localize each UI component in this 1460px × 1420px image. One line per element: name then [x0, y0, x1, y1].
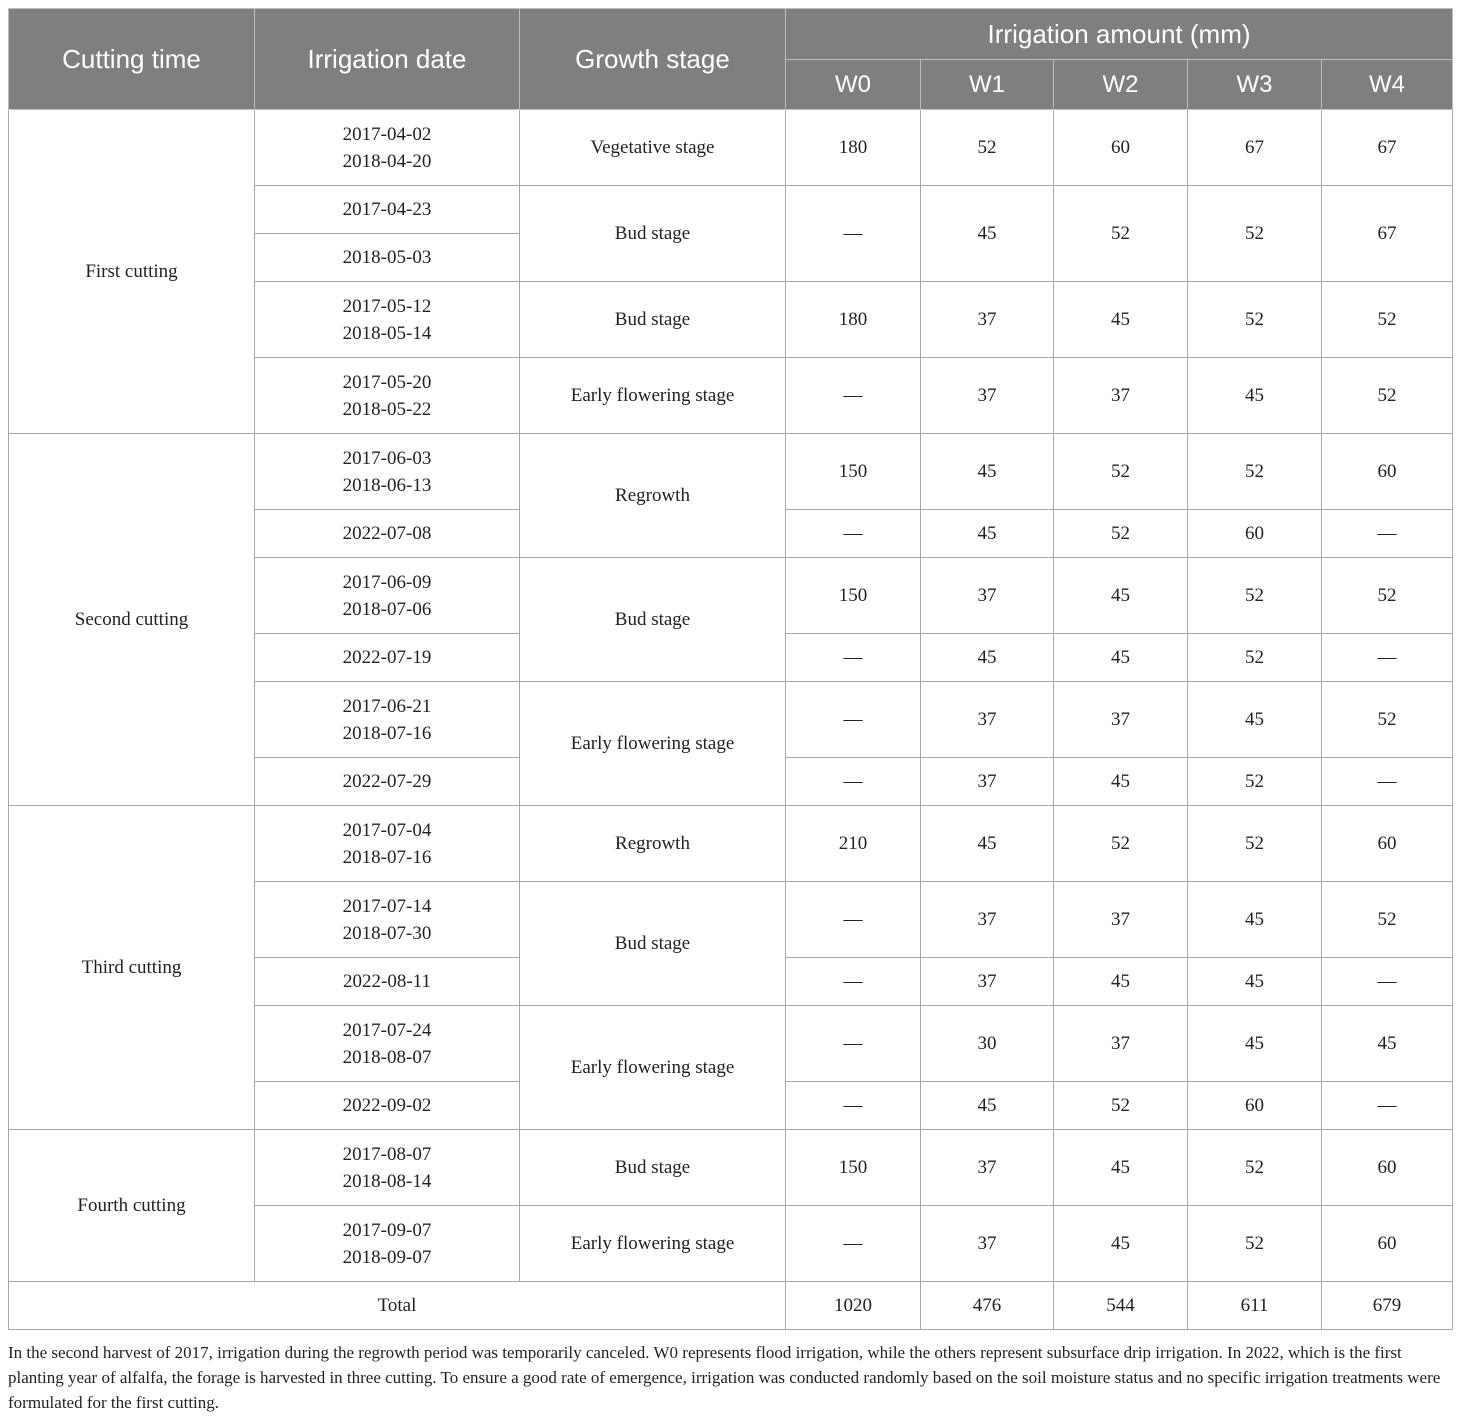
value-w1: 37 — [921, 358, 1054, 434]
value-w4: 45 — [1322, 1006, 1453, 1082]
irrigation-date-cell: 2017-06-09 2018-07-06 — [255, 558, 520, 634]
value-w1: 45 — [921, 806, 1054, 882]
header-w2: W2 — [1054, 60, 1188, 110]
growth-stage-cell: Early flowering stage — [520, 1006, 786, 1130]
header-irrigation-amount: Irrigation amount (mm) — [786, 9, 1453, 60]
irrigation-date-cell: 2017-05-12 2018-05-14 — [255, 282, 520, 358]
value-w0: — — [786, 682, 921, 758]
value-w2: 60 — [1054, 110, 1188, 186]
value-w2: 37 — [1054, 682, 1188, 758]
value-w0: — — [786, 510, 921, 558]
value-w3: 45 — [1188, 358, 1322, 434]
header-irrigation-date: Irrigation date — [255, 9, 520, 110]
value-w3: 52 — [1188, 758, 1322, 806]
value-w3: 45 — [1188, 1006, 1322, 1082]
value-w1: 45 — [921, 434, 1054, 510]
header-w3: W3 — [1188, 60, 1322, 110]
value-w4: 60 — [1322, 1206, 1453, 1282]
value-w0: — — [786, 958, 921, 1006]
value-w4: 67 — [1322, 110, 1453, 186]
value-w1: 45 — [921, 510, 1054, 558]
value-w4: 60 — [1322, 806, 1453, 882]
irrigation-date-cell: 2017-04-23 — [255, 186, 520, 234]
header-w1: W1 — [921, 60, 1054, 110]
value-w3: 60 — [1188, 510, 1322, 558]
value-w4: 52 — [1322, 358, 1453, 434]
value-w2: 45 — [1054, 634, 1188, 682]
total-w4: 679 — [1322, 1282, 1453, 1330]
value-w0: — — [786, 1206, 921, 1282]
irrigation-date-cell: 2017-06-21 2018-07-16 — [255, 682, 520, 758]
growth-stage-cell: Bud stage — [520, 558, 786, 682]
value-w4: — — [1322, 1082, 1453, 1130]
irrigation-date-cell: 2017-04-02 2018-04-20 — [255, 110, 520, 186]
value-w1: 30 — [921, 1006, 1054, 1082]
irrigation-date-cell: 2022-08-11 — [255, 958, 520, 1006]
value-w3: 60 — [1188, 1082, 1322, 1130]
total-w1: 476 — [921, 1282, 1054, 1330]
value-w0: 180 — [786, 282, 921, 358]
value-w0: — — [786, 634, 921, 682]
value-w3: 52 — [1188, 282, 1322, 358]
value-w3: 67 — [1188, 110, 1322, 186]
value-w2: 45 — [1054, 282, 1188, 358]
value-w3: 52 — [1188, 634, 1322, 682]
irrigation-date-cell: 2022-07-19 — [255, 634, 520, 682]
value-w2: 45 — [1054, 1130, 1188, 1206]
value-w3: 45 — [1188, 958, 1322, 1006]
table-row — [9, 806, 1453, 882]
growth-stage-cell: Early flowering stage — [520, 682, 786, 806]
value-w0: 150 — [786, 434, 921, 510]
growth-stage-cell: Bud stage — [520, 282, 786, 358]
value-w3: 52 — [1188, 186, 1322, 282]
growth-stage-cell: Bud stage — [520, 882, 786, 1006]
value-w3: 52 — [1188, 806, 1322, 882]
value-w4: — — [1322, 758, 1453, 806]
cutting-name: Second cutting — [9, 434, 255, 806]
cutting-name: Third cutting — [9, 806, 255, 1130]
irrigation-date-cell: 2022-07-29 — [255, 758, 520, 806]
value-w3: 52 — [1188, 1206, 1322, 1282]
table-container — [8, 8, 1452, 1330]
value-w0: 180 — [786, 110, 921, 186]
value-w2: 45 — [1054, 758, 1188, 806]
total-w0: 1020 — [786, 1282, 921, 1330]
value-w1: 37 — [921, 282, 1054, 358]
growth-stage-cell: Regrowth — [520, 434, 786, 558]
value-w1: 37 — [921, 1130, 1054, 1206]
value-w0: — — [786, 1082, 921, 1130]
irrigation-date-cell: 2017-07-14 2018-07-30 — [255, 882, 520, 958]
value-w1: 37 — [921, 882, 1054, 958]
irrigation-date-cell: 2018-05-03 — [255, 234, 520, 282]
value-w3: 45 — [1188, 682, 1322, 758]
value-w1: 37 — [921, 958, 1054, 1006]
value-w2: 45 — [1054, 558, 1188, 634]
value-w4: 60 — [1322, 1130, 1453, 1206]
value-w2: 37 — [1054, 882, 1188, 958]
value-w4: — — [1322, 634, 1453, 682]
value-w2: 37 — [1054, 358, 1188, 434]
irrigation-date-cell: 2017-07-04 2018-07-16 — [255, 806, 520, 882]
table-row — [9, 110, 1453, 186]
value-w4: 67 — [1322, 186, 1453, 282]
value-w4: — — [1322, 958, 1453, 1006]
growth-stage-cell: Bud stage — [520, 186, 786, 282]
value-w4: 52 — [1322, 558, 1453, 634]
value-w0: 150 — [786, 558, 921, 634]
value-w2: 52 — [1054, 806, 1188, 882]
value-w3: 45 — [1188, 882, 1322, 958]
total-w2: 544 — [1054, 1282, 1188, 1330]
value-w2: 37 — [1054, 1006, 1188, 1082]
value-w1: 37 — [921, 558, 1054, 634]
irrigation-date-cell: 2022-09-02 — [255, 1082, 520, 1130]
growth-stage-cell: Early flowering stage — [520, 1206, 786, 1282]
irrigation-date-cell: 2017-09-07 2018-09-07 — [255, 1206, 520, 1282]
value-w2: 52 — [1054, 434, 1188, 510]
irrigation-date-cell: 2017-07-24 2018-08-07 — [255, 1006, 520, 1082]
header-growth-stage: Growth stage — [520, 9, 786, 110]
irrigation-date-cell: 2017-05-20 2018-05-22 — [255, 358, 520, 434]
value-w1: 37 — [921, 1206, 1054, 1282]
irrigation-date-cell: 2017-06-03 2018-06-13 — [255, 434, 520, 510]
total-w3: 611 — [1188, 1282, 1322, 1330]
value-w0: — — [786, 1006, 921, 1082]
value-w1: 45 — [921, 634, 1054, 682]
value-w4: 52 — [1322, 282, 1453, 358]
value-w1: 45 — [921, 186, 1054, 282]
header-cutting-time: Cutting time — [9, 9, 255, 110]
value-w0: — — [786, 758, 921, 806]
value-w4: 52 — [1322, 682, 1453, 758]
value-w0: 210 — [786, 806, 921, 882]
header-w4: W4 — [1322, 60, 1453, 110]
value-w3: 52 — [1188, 1130, 1322, 1206]
value-w1: 52 — [921, 110, 1054, 186]
value-w2: 52 — [1054, 1082, 1188, 1130]
total-label: Total — [9, 1282, 786, 1330]
value-w2: 45 — [1054, 1206, 1188, 1282]
growth-stage-cell: Regrowth — [520, 806, 786, 882]
value-w3: 52 — [1188, 434, 1322, 510]
value-w2: 52 — [1054, 186, 1188, 282]
growth-stage-cell: Vegetative stage — [520, 110, 786, 186]
value-w1: 37 — [921, 758, 1054, 806]
table-row — [9, 434, 1453, 510]
irrigation-table — [8, 8, 1453, 1330]
irrigation-date-cell: 2017-08-07 2018-08-14 — [255, 1130, 520, 1206]
total-row — [9, 1282, 1453, 1330]
growth-stage-cell: Bud stage — [520, 1130, 786, 1206]
value-w0: — — [786, 186, 921, 282]
header-row-1 — [9, 9, 1453, 60]
value-w0: — — [786, 882, 921, 958]
value-w4: — — [1322, 510, 1453, 558]
irrigation-date-cell: 2022-07-08 — [255, 510, 520, 558]
value-w2: 45 — [1054, 958, 1188, 1006]
cutting-name: First cutting — [9, 110, 255, 434]
cutting-name: Fourth cutting — [9, 1130, 255, 1282]
value-w1: 37 — [921, 682, 1054, 758]
growth-stage-cell: Early flowering stage — [520, 358, 786, 434]
table-footnote: In the second harvest of 2017, irrigation during the regrowth period was temporarily canceled. W0 represents flood irrigation, while the others represent subsurface drip irrigation. In 2022, which is the first planting year of alfalfa, the forage is harvested in three cutting. To ensure a good rate of emergence, irrigation was conducted randomly based on the soil moisture status and no specific irrigation treatments were formulated for the first cutting. — [8, 1343, 1441, 1412]
table-row — [9, 1130, 1453, 1206]
value-w4: 52 — [1322, 882, 1453, 958]
value-w2: 52 — [1054, 510, 1188, 558]
header-w0: W0 — [786, 60, 921, 110]
value-w3: 52 — [1188, 558, 1322, 634]
value-w0: 150 — [786, 1130, 921, 1206]
value-w0: — — [786, 358, 921, 434]
value-w1: 45 — [921, 1082, 1054, 1130]
value-w4: 60 — [1322, 434, 1453, 510]
